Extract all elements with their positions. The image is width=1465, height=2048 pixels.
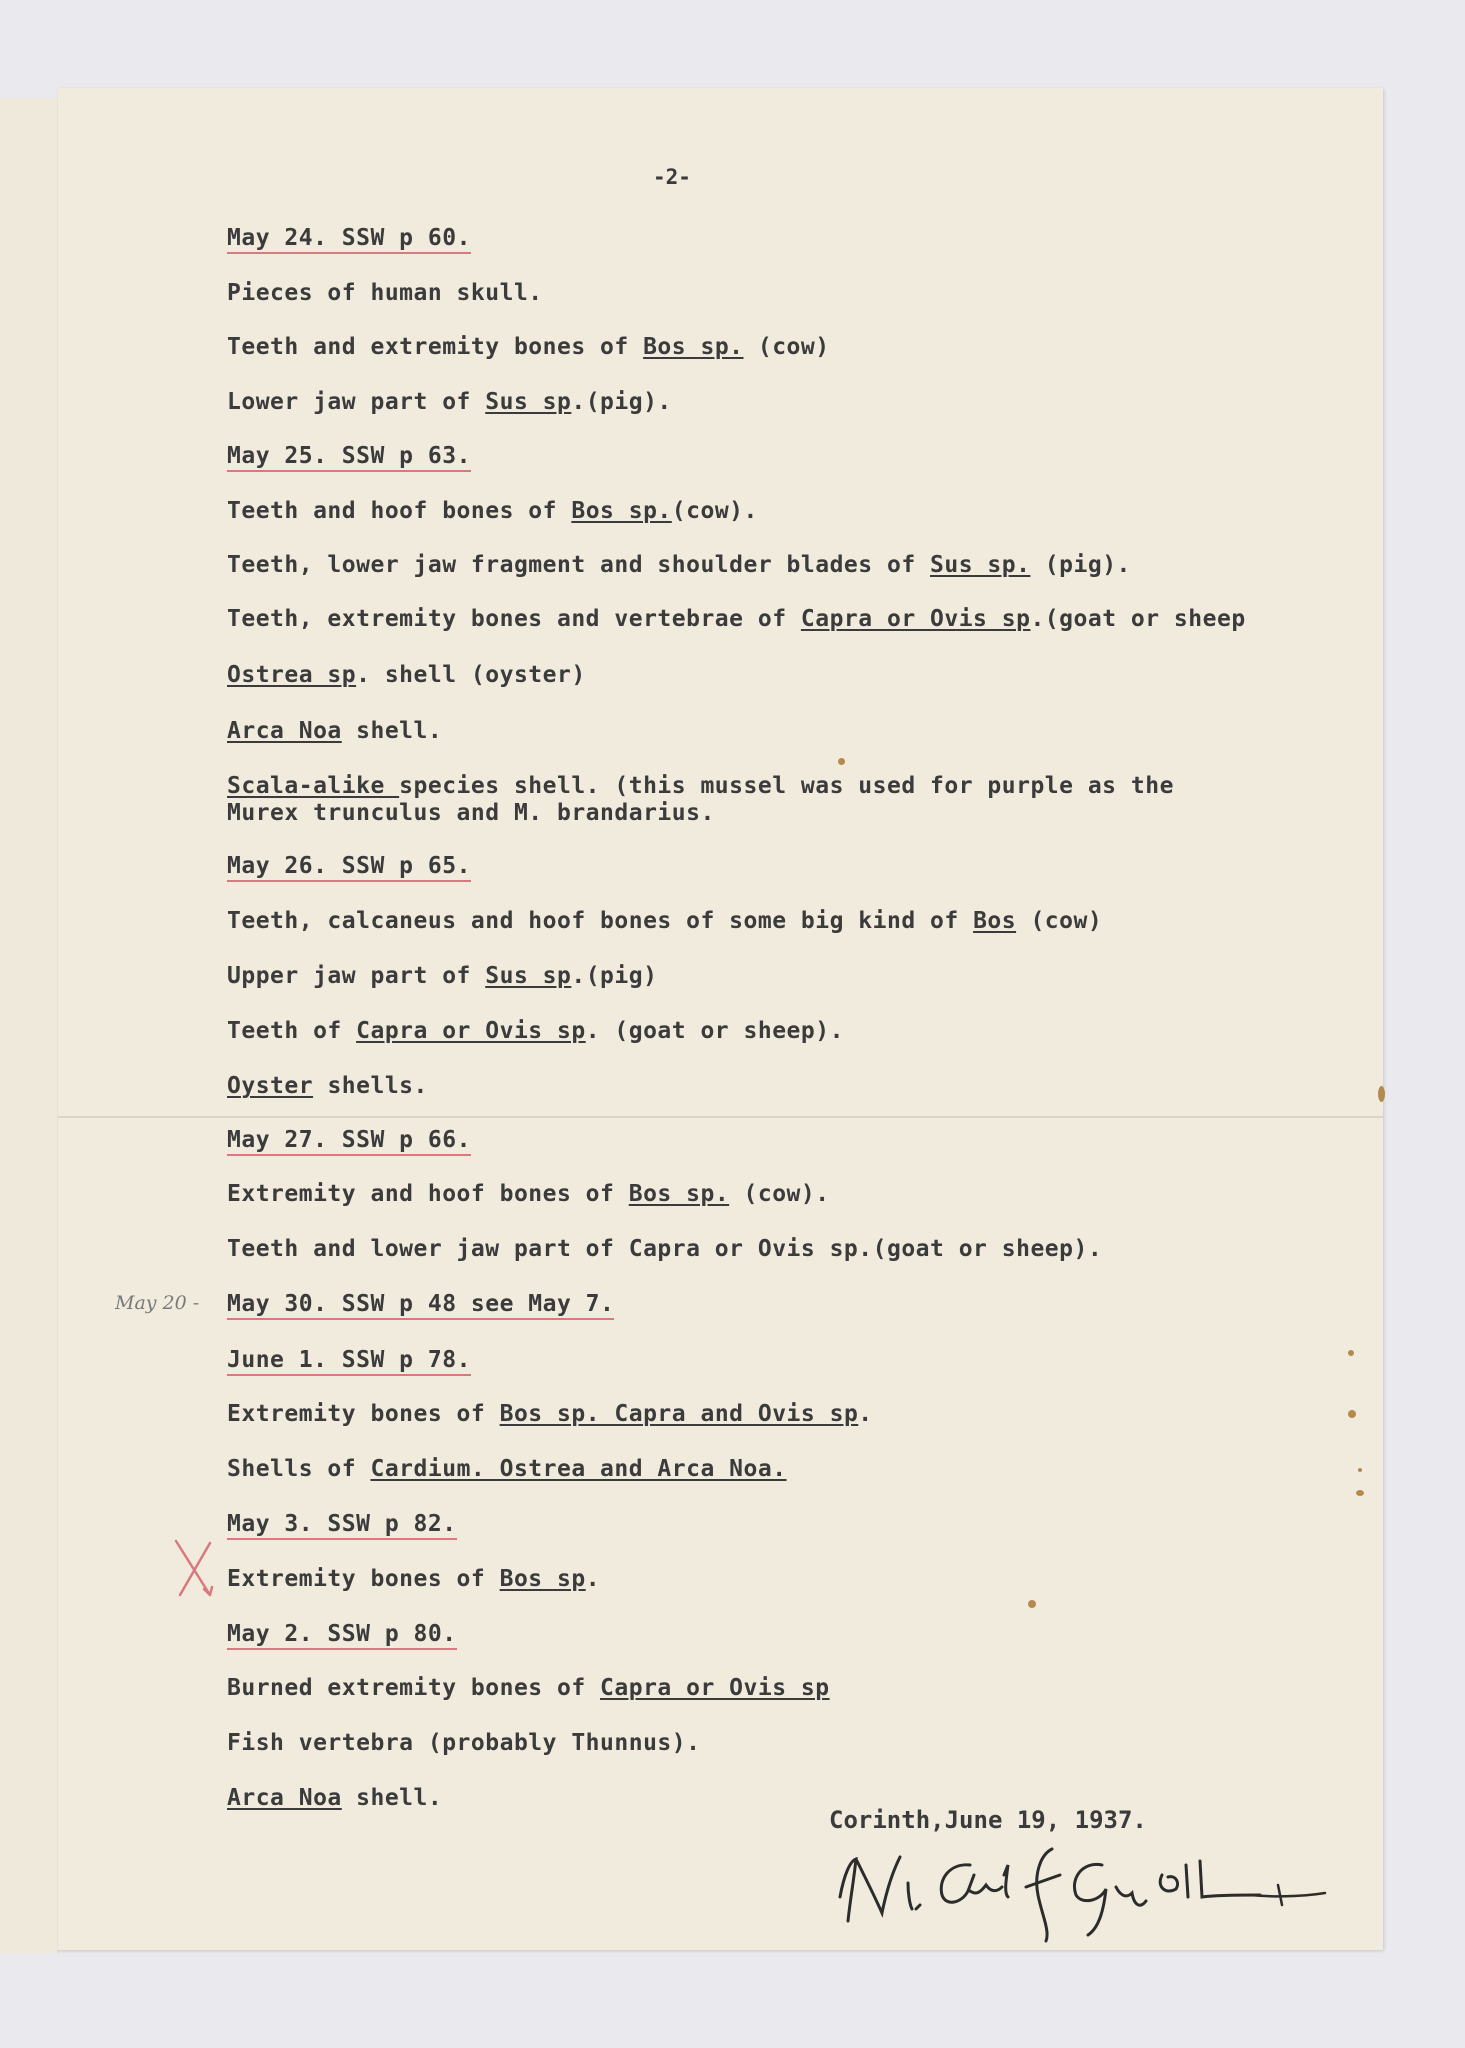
entry-line: Arca Noa shell. [227, 1785, 443, 1811]
page-number: -2- [653, 165, 691, 189]
entry-line: Extremity bones of Bos sp. [227, 1566, 601, 1592]
stain-spot [1028, 1600, 1036, 1608]
entry-line: Teeth, calcaneus and hoof bones of some big kind of Bos (cow) [227, 908, 1103, 934]
signature [820, 1835, 1340, 1945]
entry-line: Oyster shells. [227, 1073, 428, 1099]
date-heading-may-2: May 2. SSW p 80. [227, 1621, 457, 1650]
stain-spot [1348, 1410, 1356, 1418]
date-heading-may-24: May 24. SSW p 60. [227, 225, 471, 254]
entry-line: Extremity and hoof bones of Bos sp. (cow). [227, 1181, 830, 1207]
entry-line: Teeth of Capra or Ovis sp. (goat or sheep). [227, 1018, 844, 1044]
entry-line: Burned extremity bones of Capra or Ovis sp [227, 1675, 830, 1701]
entry-line: Pieces of human skull. [227, 280, 543, 306]
entry-line: Shells of Cardium. Ostrea and Arca Noa. [227, 1456, 787, 1482]
entry-line: Teeth and lower jaw part of Capra or Ovis sp.(goat or sheep). [227, 1236, 1103, 1262]
entry-line: Teeth and extremity bones of Bos sp. (cow) [227, 334, 830, 360]
stain-spot [838, 758, 845, 765]
date-place-line: Corinth,June 19, 1937. [829, 1806, 1147, 1834]
date-heading-may-26: May 26. SSW p 65. [227, 853, 471, 882]
red-pencil-mark [170, 1533, 220, 1603]
margin-note: May 20 - [115, 1292, 200, 1314]
entry-line: Lower jaw part of Sus sp.(pig). [227, 389, 672, 415]
stain-spot [1356, 1490, 1364, 1496]
entry-line: Upper jaw part of Sus sp.(pig) [227, 963, 658, 989]
entry-line: Arca Noa shell. [227, 718, 443, 744]
entry-line: Teeth, extremity bones and vertebrae of Capra or Ovis sp.(goat or sheep [227, 606, 1246, 632]
fold-crease [58, 1116, 1383, 1118]
date-heading-may-30: May 30. SSW p 48 see May 7. [227, 1291, 614, 1320]
entry-line: Teeth and hoof bones of Bos sp.(cow). [227, 498, 758, 524]
date-heading-june-1: June 1. SSW p 78. [227, 1347, 471, 1376]
adjacent-page-edge [0, 98, 59, 1953]
entry-line: Scala-alike species shell. (this mussel was used for purple as the [227, 773, 1174, 799]
stain-spot [1348, 1350, 1354, 1356]
date-heading-may-25: May 25. SSW p 63. [227, 443, 471, 472]
entry-line: Fish vertebra (probably Thunnus). [227, 1730, 701, 1756]
entry-line: Teeth, lower jaw fragment and shoulder blades of Sus sp. (pig). [227, 552, 1131, 578]
date-heading-may-3: May 3. SSW p 82. [227, 1511, 457, 1540]
stain-spot [1378, 1086, 1385, 1102]
entry-line: Murex trunculus and M. brandarius. [227, 800, 715, 826]
entry-line: Extremity bones of Bos sp. Capra and Ovis sp. [227, 1401, 873, 1427]
date-heading-may-27: May 27. SSW p 66. [227, 1127, 471, 1156]
entry-line: Ostrea sp. shell (oyster) [227, 662, 586, 688]
stain-spot [1358, 1468, 1362, 1472]
